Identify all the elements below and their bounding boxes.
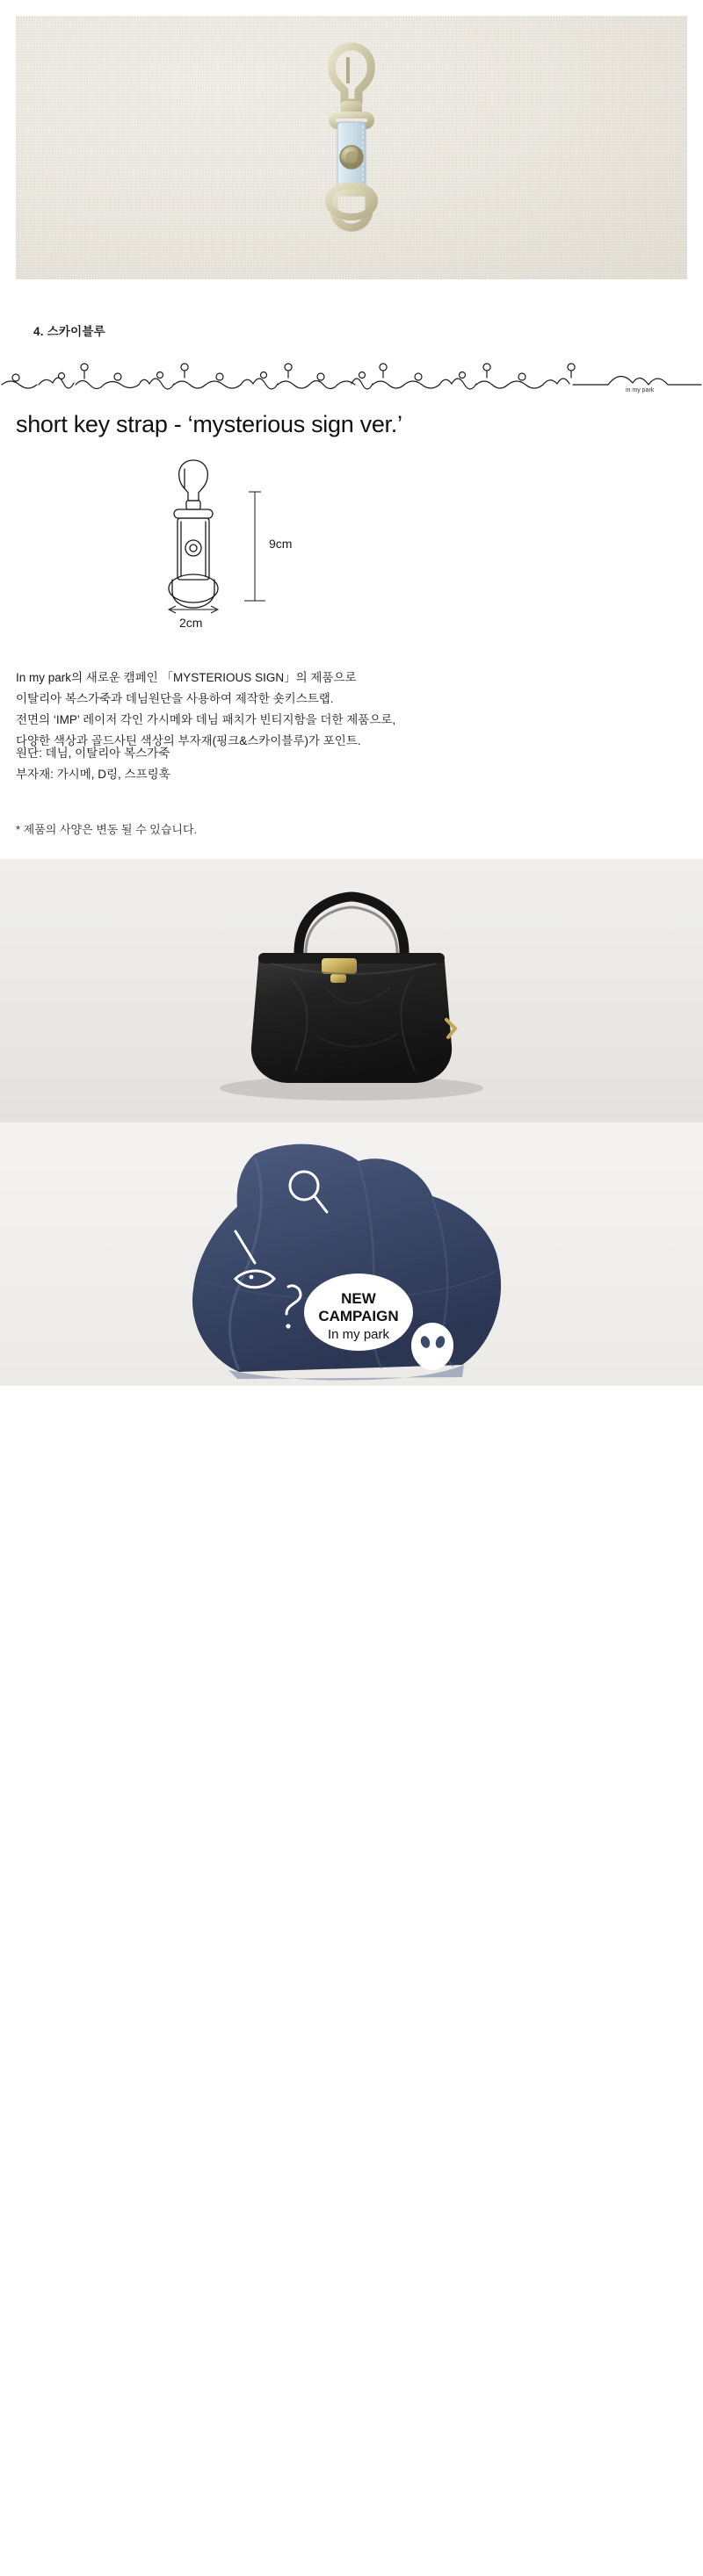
page-trailing-space (0, 1386, 703, 2576)
campaign-patch (304, 1274, 413, 1351)
description-block (16, 667, 631, 752)
patch-line-3: In my park (327, 1327, 390, 1342)
divider-brand-text: in my park (626, 387, 655, 393)
technical-drawing (114, 450, 483, 634)
handbag-illustration (167, 872, 536, 1109)
denim-campaign-cloth-photo (0, 1122, 703, 1386)
description-line-1: In my park의 새로운 캠페인 「MYSTERIOUS SIGN」의 제품으로 (16, 671, 357, 684)
color-caption: 4. 스카이블루 (33, 325, 105, 338)
description-line-4: 다양한 색상과 골드사틴 색상의 부자재(핑크&스카이블루)가 포인트. (16, 734, 361, 747)
disclaimer-note: * 제품의 사양은 변동 될 수 있습니다. (16, 823, 198, 836)
patch-line-2: CAMPAIGN (318, 1308, 399, 1324)
description-line-2: 이탈리아 복스가죽과 데님원단을 사용하여 제작한 숏키스트랩. (16, 692, 334, 705)
doodle-divider (0, 355, 703, 395)
dimension-width-label: 2cm (179, 616, 203, 630)
black-handbag-photo (0, 859, 703, 1122)
spec-block (16, 743, 631, 785)
keystrap-product-illustration (299, 38, 404, 257)
denim-cloth-illustration (123, 1122, 580, 1386)
description-line-3: 전면의 ‘IMP’ 레이저 각인 가시메와 데님 패치가 빈티지함을 더한 제품으로, (16, 713, 396, 726)
spec-hardware: 부자재: 가시메, D링, 스프링훅 (16, 768, 170, 781)
patch-line-1: NEW (341, 1290, 376, 1307)
dimension-height-label: 9cm (269, 537, 293, 551)
spec-material: 원단: 데님, 이탈리아 복스가죽 (16, 747, 170, 760)
product-title: short key strap - ‘mysterious sign ver.’ (16, 411, 402, 437)
keystrap-sky-blue-photo (16, 16, 687, 279)
